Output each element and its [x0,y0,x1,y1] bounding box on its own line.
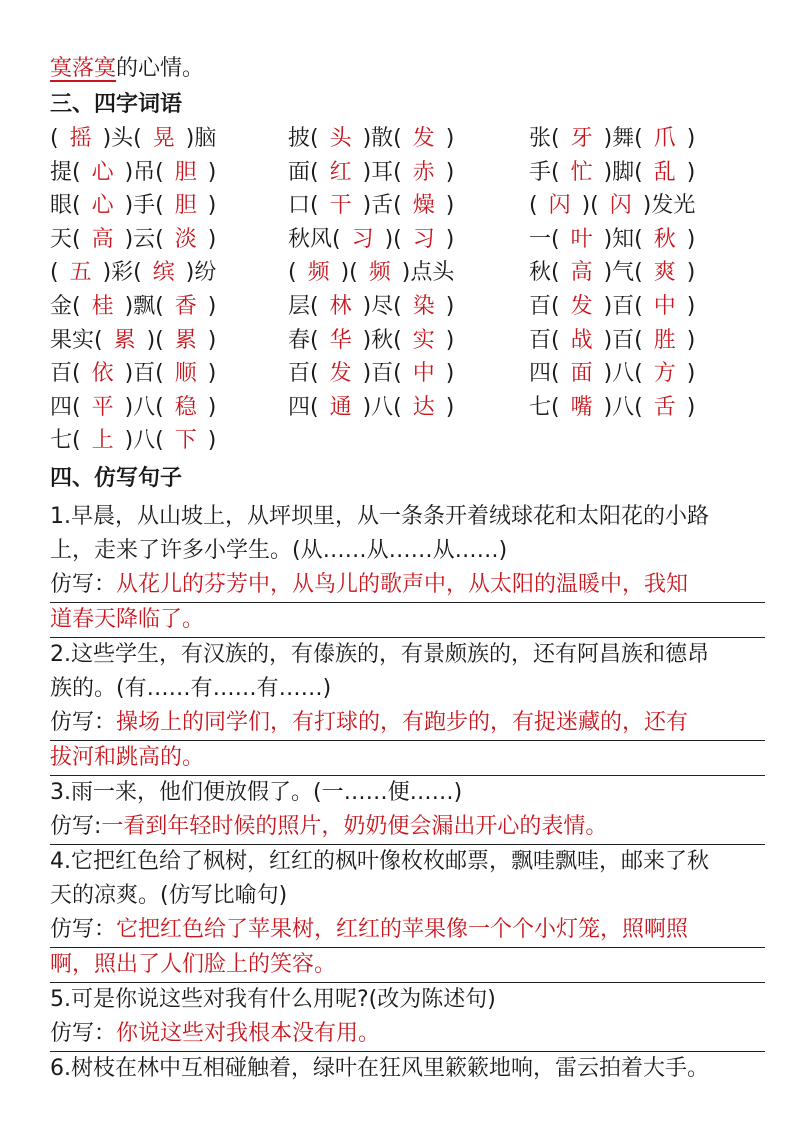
idiom-answer: 面 [570,361,593,387]
idiom-answer: 习 [351,226,374,252]
idiom-answer: 顺 [174,361,197,387]
idiom-answer: 发 [570,293,593,319]
idiom-text: )百( [124,361,164,387]
idiom-answer: 方 [653,361,676,387]
idiom-answer: 香 [174,293,197,319]
idiom-cell [288,223,529,257]
idiom-cell [529,122,765,156]
idiom-cell [50,223,288,257]
idiom-empty-cell [529,424,765,458]
idiom-cell [529,391,765,425]
idiom-text: )八( [603,394,643,420]
idiom-text: 百( [288,361,319,387]
question-5 [50,983,765,1017]
idiom-text: ) [207,226,217,252]
idiom-text: 百( [50,361,81,387]
idiom-answer: 频 [307,260,330,286]
idiom-text: ) [445,361,455,387]
idiom-answer: 胆 [174,159,197,185]
idiom-answer: 乱 [653,159,676,185]
question-5-line1: 5.可是你说这些对我有什么用呢?(改为陈述句) [50,986,496,1012]
idiom-answer: 嘴 [570,394,593,420]
idiom-cell [50,391,288,425]
idiom-text: 百( [529,327,560,353]
idiom-text: ) [445,293,455,319]
idiom-cell [529,256,765,290]
question-6 [50,1052,765,1086]
imitate-label: 仿写： [50,916,117,942]
idiom-text: ) [445,394,455,420]
idiom-text: ) [686,226,696,252]
idiom-text: ) [207,327,217,353]
idiom-text: 提( [50,159,81,185]
idiom-text: )散( [362,126,402,151]
idiom-text: 秋风( [288,226,341,252]
idiom-cell [50,189,288,223]
idiom-answer: 舌 [653,394,676,420]
idiom-text: ) [686,260,696,286]
idiom-text: ( [288,260,297,286]
idiom-cell [288,290,529,324]
answer-1-line2: 道春天降临了。 [50,606,205,632]
idiom-answer: 胆 [174,193,197,219]
answer-4 [50,913,765,983]
idiom-text: )纷 [185,260,217,286]
idiom-text: ( [529,193,538,219]
idiom-text: 眼( [50,193,81,219]
idiom-text: ) [686,126,696,151]
idiom-answer: 摇 [69,126,92,151]
question-2-line2: 族的。(有……有……有……) [50,675,332,701]
idiom-cell [50,122,288,156]
idiom-text: 披( [288,126,319,151]
section4-title: 四、仿写句子 [50,465,183,491]
idiom-answer: 五 [69,260,92,286]
idiom-answer: 牙 [570,126,593,151]
idiom-text: )发光 [642,193,696,219]
idiom-cell [529,357,765,391]
idiom-text: )百( [362,361,402,387]
idiom-cell [288,122,529,156]
idiom-cell [50,256,288,290]
idiom-answer: 红 [329,159,352,185]
idiom-cell [529,223,765,257]
idiom-answer: 秋 [653,226,676,252]
idiom-cell [288,189,529,223]
idiom-answer: 发 [329,361,352,387]
idiom-grid [50,122,765,458]
answer-2-line2: 拔河和跳高的。 [50,744,205,770]
idiom-text: )八( [362,394,402,420]
idiom-text: ) [445,226,455,252]
idiom-text: )秋( [362,327,402,353]
idiom-answer: 心 [91,193,114,219]
idiom-cell [50,156,288,190]
idiom-text: ) [207,193,217,219]
idiom-text: )云( [124,226,164,252]
idiom-answer: 战 [570,327,593,353]
answer-2-line1: 操场上的同学们，有打球的，有跑步的，有捉迷藏的，还有 [116,709,689,735]
idiom-cell [50,424,288,458]
question-1-line2: 上，走来了许多小学生。(从……从……从……) [50,537,508,563]
idiom-answer: 心 [91,159,114,185]
section3-title: 三、四字词语 [50,92,183,117]
idiom-answer: 淡 [174,226,197,252]
idiom-text: 果实( [50,327,103,353]
idiom-text: )( [384,226,402,252]
idiom-text: 春( [288,327,319,353]
idiom-answer: 桂 [91,293,114,319]
idiom-text: 天( [50,226,81,252]
idiom-answer: 燥 [412,193,435,219]
idiom-text: ) [686,361,696,387]
idiom-answer: 叶 [570,226,593,252]
answer-4-line2: 啊，照出了人们脸上的笑容。 [50,951,337,977]
idiom-text: )八( [124,394,164,420]
imitate-label: 仿写： [50,571,117,597]
idiom-cell [529,324,765,358]
idiom-answer: 晃 [152,126,175,151]
idiom-text: )尽( [362,293,402,319]
idiom-text: )飘( [124,293,164,319]
imitate-label: 仿写： [50,1020,117,1046]
idiom-text: )百( [603,293,643,319]
idiom-text: )( [340,260,358,286]
idiom-text: 百( [529,293,560,319]
idiom-text: 面( [288,159,319,185]
idiom-text: ) [686,327,696,353]
idiom-answer: 实 [412,327,435,353]
idiom-text: )( [581,193,599,219]
idiom-text: )脚( [603,159,643,185]
idiom-text: 七( [529,394,560,420]
idiom-answer: 爪 [653,126,676,151]
idiom-cell [288,357,529,391]
idiom-text: ) [207,428,217,454]
idiom-cell [529,290,765,324]
question-3 [50,776,765,810]
idiom-text: ) [445,327,455,353]
idiom-answer: 中 [412,361,435,387]
idiom-text: 四( [288,394,319,420]
idiom-text: ) [207,293,217,319]
answer-1-line1: 从花儿的芬芳中，从鸟儿的歌声中，从太阳的温暖中，我知 [116,571,689,597]
idiom-answer: 频 [368,260,391,286]
idiom-cell [288,391,529,425]
idiom-text: 四( [529,361,560,387]
idiom-answer: 闪 [609,193,632,219]
idiom-text: )头( [102,126,142,151]
idiom-cell [529,189,765,223]
idiom-answer: 忙 [570,159,593,185]
idiom-text: )吊( [124,159,164,185]
question-1-line1: 1.早晨，从山坡上，从坪坝里，从一条条开着绒球花和太阳花的小路 [50,503,709,529]
idiom-text: 口( [288,193,319,219]
idiom-text: 七( [50,428,81,454]
idiom-answer: 达 [412,394,435,420]
answer-4-line1: 它把红色给了苹果树，红红的苹果像一个个小灯笼，照啊照 [116,916,689,942]
idiom-text: )气( [603,260,643,286]
idiom-text: )百( [603,327,643,353]
idiom-empty-cell [288,424,529,458]
idiom-text: )八( [124,428,164,454]
idiom-answer: 闪 [548,193,571,219]
idiom-answer: 干 [329,193,352,219]
idiom-text: 一( [529,226,560,252]
imitate-label-tight: 仿写: [50,813,102,839]
idiom-text: )手( [124,193,164,219]
idiom-answer: 高 [91,226,114,252]
question-4-line2: 天的凉爽。(仿写比喻句) [50,882,288,908]
idiom-answer: 赤 [412,159,435,185]
idiom-cell [288,256,529,290]
idiom-text: ) [207,159,217,185]
idiom-text: 四( [50,394,81,420]
worksheet-page [50,52,765,1086]
idiom-text: )彩( [102,260,142,286]
idiom-answer: 累 [113,327,136,353]
question-2-line1: 2.这些学生，有汉族的，有傣族的，有景颇族的，还有阿昌族和德昂 [50,641,709,667]
idiom-answer: 高 [570,260,593,286]
idiom-text: )舌( [362,193,402,219]
idiom-answer: 稳 [174,394,197,420]
idiom-answer: 习 [412,226,435,252]
idiom-cell [529,156,765,190]
answer-5 [50,1017,765,1052]
question-2 [50,638,765,706]
idiom-answer: 下 [174,428,197,454]
idiom-answer: 缤 [152,260,175,286]
imitate-label: 仿写： [50,709,117,735]
idiom-text: )耳( [362,159,402,185]
idiom-answer: 累 [174,327,197,353]
idiom-answer: 通 [329,394,352,420]
idiom-text: )舞( [603,126,643,151]
idiom-cell [50,324,288,358]
answer-3-line1: 一看到年轻时候的照片，奶奶便会漏出开心的表情。 [101,813,608,839]
idiom-text: ) [686,159,696,185]
top-line [50,52,765,86]
idiom-text: ) [207,361,217,387]
idiom-cell [288,324,529,358]
idiom-text: ) [445,126,455,151]
idiom-answer: 依 [91,361,114,387]
idiom-answer: 发 [412,126,435,151]
question-3-line1: 3.雨一来，他们便放假了。(一……便……) [50,779,463,805]
idiom-answer: 染 [412,293,435,319]
idiom-cell [50,290,288,324]
answer-3 [50,810,765,845]
idiom-text: )( [146,327,164,353]
idiom-answer: 胜 [653,327,676,353]
idiom-answer: 上 [91,428,114,454]
question-4 [50,845,765,913]
idiom-text: ) [686,394,696,420]
question-6-line1: 6.树枝在林中互相碰触着，绿叶在狂风里簌簌地响，雷云拍着大手。 [50,1055,709,1081]
idiom-answer: 华 [329,327,352,353]
idiom-text: 张( [529,126,560,151]
idiom-answer: 中 [653,293,676,319]
idiom-cell [288,156,529,190]
answer-1 [50,568,765,638]
top-line-rest: 的心情。 [116,56,205,81]
idiom-text: 金( [50,293,81,319]
idiom-answer: 爽 [653,260,676,286]
idiom-text: ) [445,193,455,219]
idiom-cell [50,357,288,391]
answer-5-line1: 你说这些对我根本没有用。 [116,1020,381,1046]
idiom-text: )脑 [185,126,217,151]
idiom-text: ) [686,293,696,319]
idiom-text: 层( [288,293,319,319]
idiom-text: )八( [603,361,643,387]
question-4-line1: 4.它把红色给了枫树，红红的枫叶像枚枚邮票，飘哇飘哇，邮来了秋 [50,848,709,874]
question-1 [50,500,765,568]
idiom-text: ( [50,126,59,151]
answer-2 [50,706,765,776]
idiom-answer: 平 [91,394,114,420]
idiom-text: ( [50,260,59,286]
idiom-text: )知( [603,226,643,252]
idiom-text: 秋( [529,260,560,286]
idiom-answer: 头 [329,126,352,151]
idiom-text: 手( [529,159,560,185]
idiom-text: )点头 [401,260,455,286]
top-line-red-text: 寞落寞 [50,56,117,81]
idiom-text: ) [207,394,217,420]
idiom-text: ) [445,159,455,185]
idiom-answer: 林 [329,293,352,319]
